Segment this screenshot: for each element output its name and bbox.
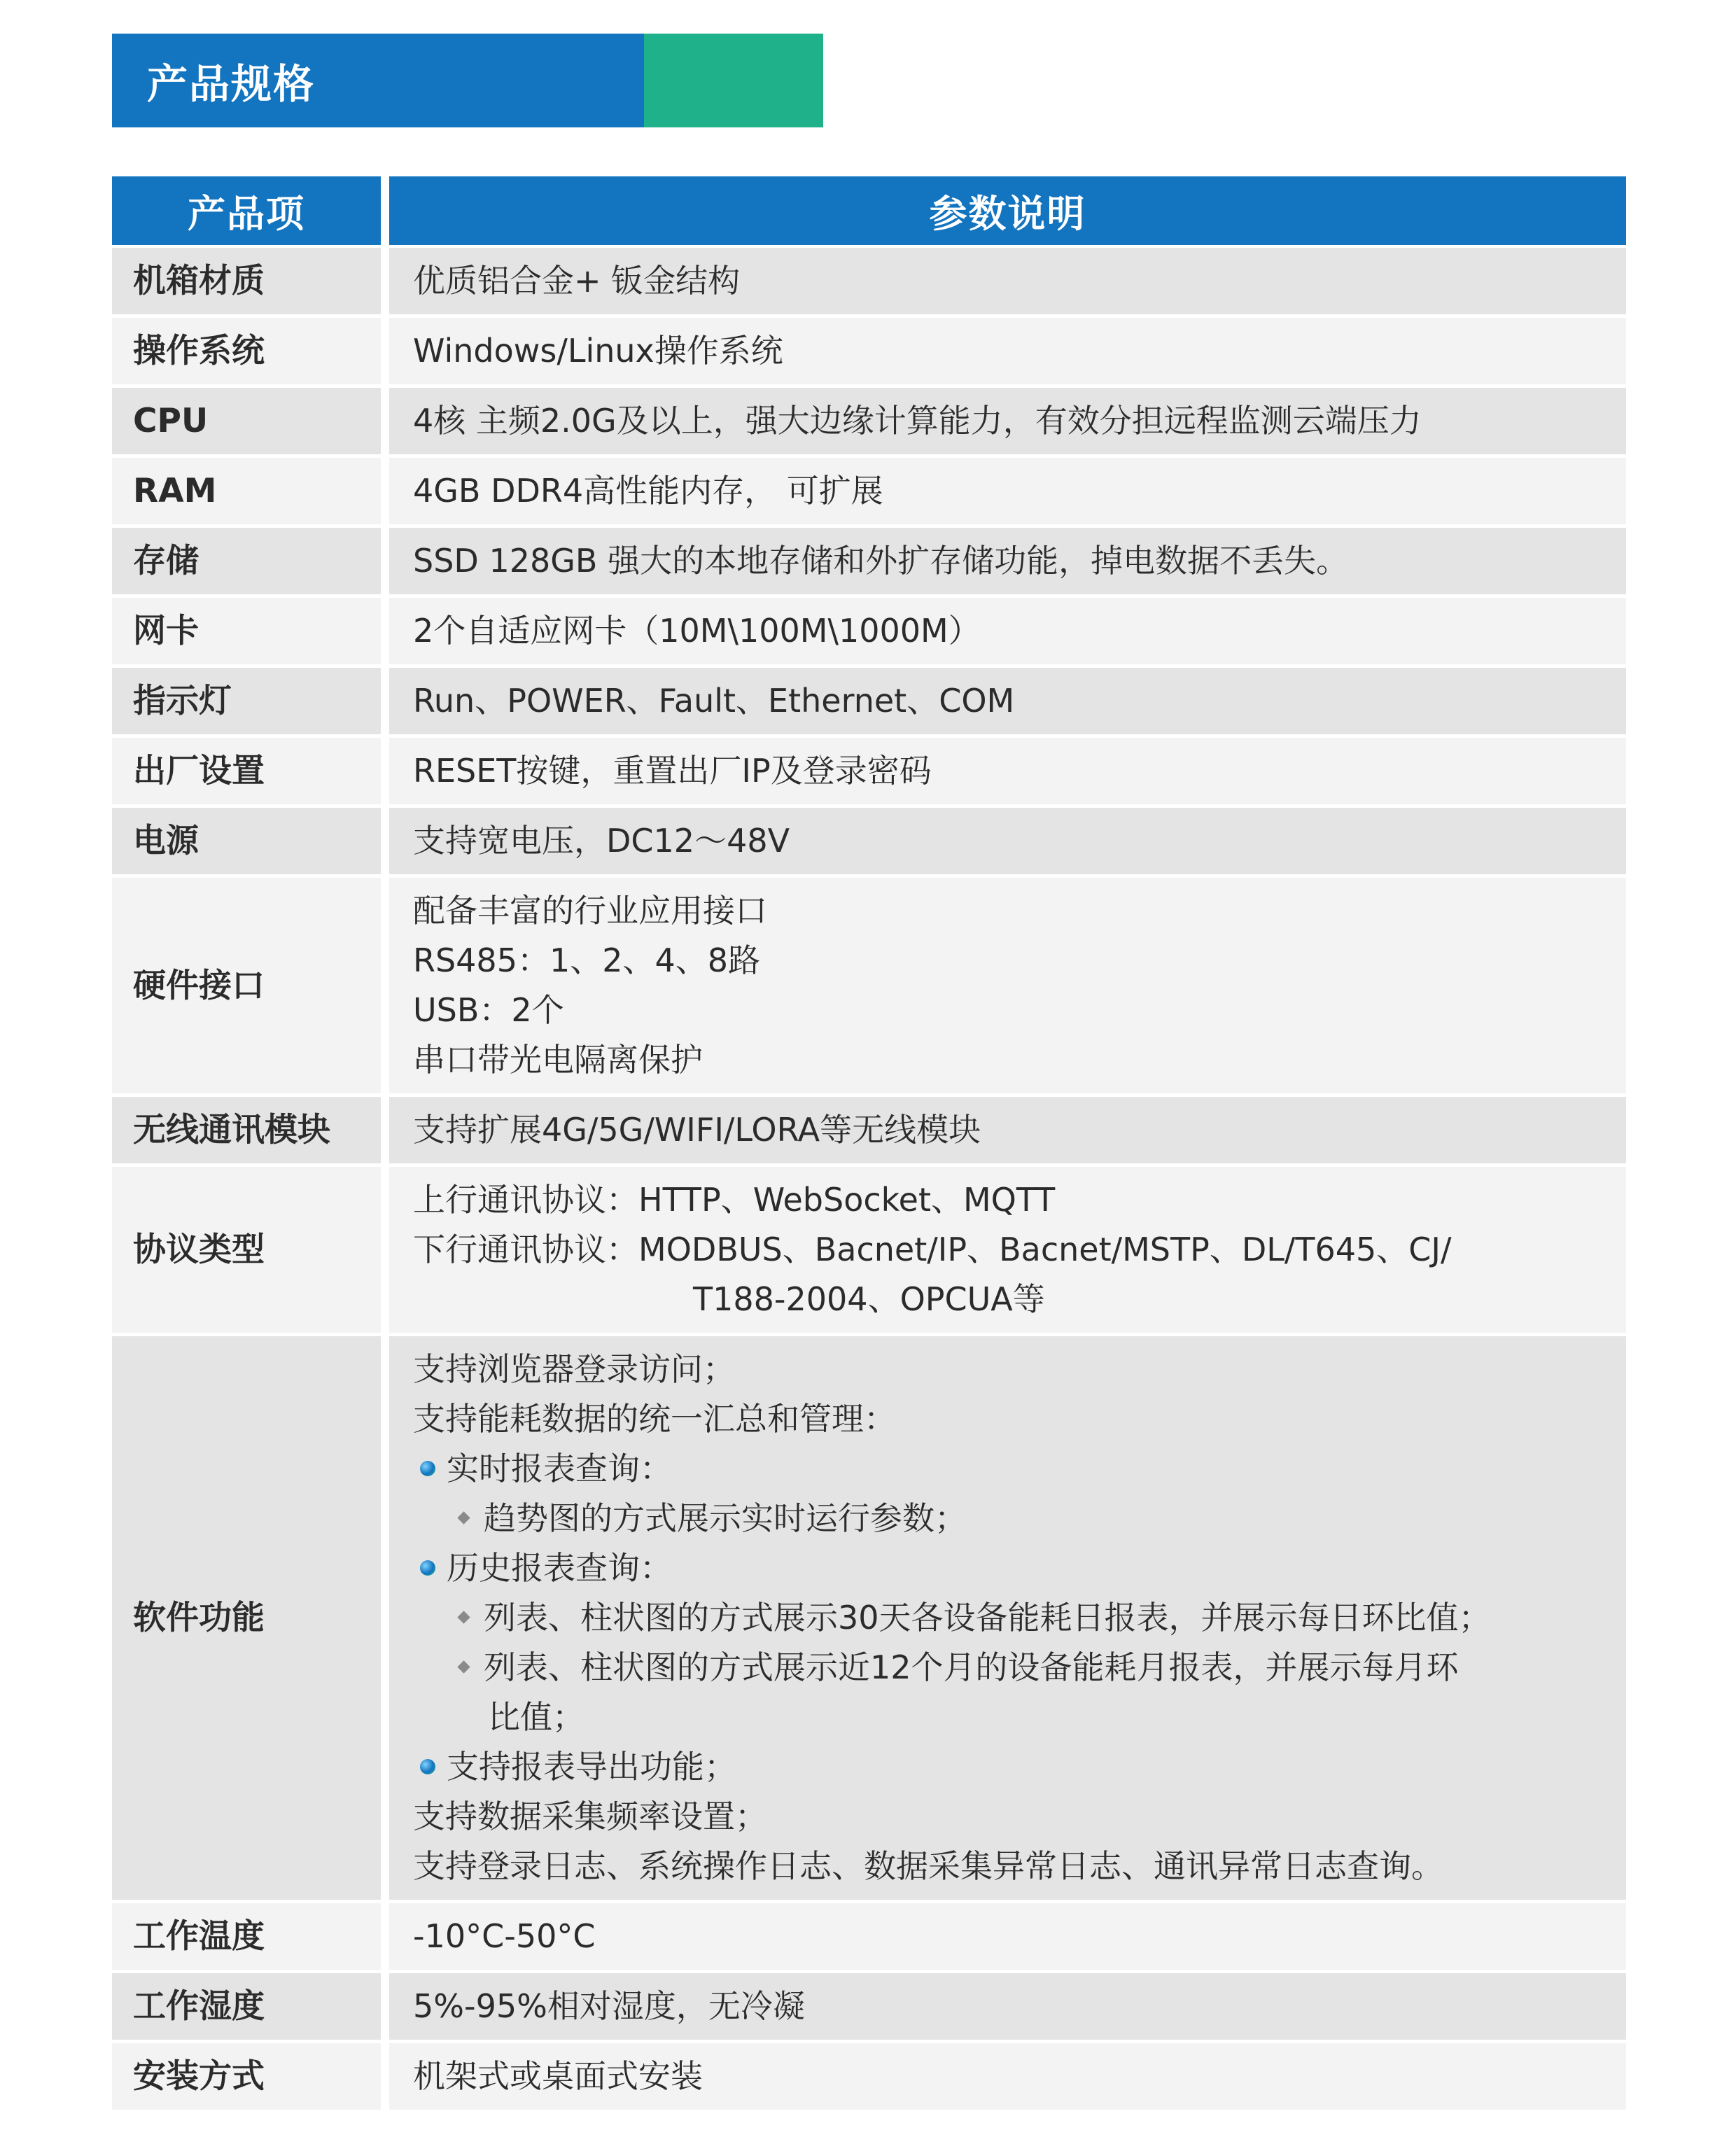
row-value: 优质铝合金+ 钣金结构 <box>389 248 1626 318</box>
header-description: 参数说明 <box>389 176 1626 248</box>
table-row <box>112 1097 1626 1167</box>
protocol-line: 下行通讯协议：MODBUS、Bacnet/IP、Bacnet/MSTP、DL/T645、CJ/ <box>413 1231 1452 1268</box>
protocol-line: 上行通讯协议：HTTP、WebSocket、MQTT <box>413 1181 1056 1219</box>
row-label: CPU <box>112 388 389 458</box>
software-bullet <box>413 1742 1625 1792</box>
software-subitem: 列表、柱状图的方式展示近12个月的设备能耗月报表，并展示每月环 <box>484 1648 1459 1686</box>
software-line: 支持登录日志、系统操作日志、数据采集异常日志、通讯异常日志查询。 <box>413 1847 1443 1885</box>
spec-table <box>112 176 1626 2113</box>
software-subbullet <box>413 1643 1625 1693</box>
table-row <box>112 1167 1626 1336</box>
row-value <box>389 1336 1626 1903</box>
bullet-dot-icon <box>420 1461 435 1476</box>
row-label: 操作系统 <box>112 318 389 388</box>
table-row <box>112 2043 1626 2113</box>
section-header <box>112 34 823 127</box>
row-value: 支持宽电压，DC12～48V <box>389 808 1626 878</box>
row-value: -10°C-50°C <box>389 1903 1626 1973</box>
table-row <box>112 738 1626 808</box>
row-label: 指示灯 <box>112 668 389 738</box>
software-item: 历史报表查询： <box>447 1549 672 1587</box>
software-bullet <box>413 1543 1625 1593</box>
table-row <box>112 668 1626 738</box>
table-row <box>112 318 1626 388</box>
row-label: 存储 <box>112 528 389 598</box>
row-value: 支持扩展4G/5G/WIFI/LORA等无线模块 <box>389 1097 1626 1167</box>
row-label: 协议类型 <box>112 1167 389 1336</box>
section-title: 产品规格 <box>147 60 316 108</box>
table-row <box>112 1336 1626 1903</box>
diamond-bullet-icon <box>457 1511 470 1524</box>
hw-line: RS485：1、2、4、8路 <box>413 941 761 979</box>
diamond-bullet-icon <box>457 1611 470 1623</box>
row-label: 工作温度 <box>112 1903 389 1973</box>
row-value <box>389 1167 1626 1336</box>
row-label: 网卡 <box>112 598 389 668</box>
row-label: 电源 <box>112 808 389 878</box>
software-line: 支持浏览器登录访问； <box>413 1350 735 1388</box>
section-header-bar <box>112 34 644 127</box>
row-value: SSD 128GB 强大的本地存储和外扩存储功能，掉电数据不丢失。 <box>389 528 1626 598</box>
row-label: 无线通讯模块 <box>112 1097 389 1167</box>
table-header-row <box>112 176 1626 248</box>
row-value: Run、POWER、Fault、Ethernet、COM <box>389 668 1626 738</box>
header-item: 产品项 <box>112 176 389 248</box>
table-row <box>112 528 1626 598</box>
table-row <box>112 248 1626 318</box>
hw-line: 串口带光电隔离保护 <box>413 1041 703 1079</box>
software-bullet <box>413 1444 1625 1494</box>
row-label: 硬件接口 <box>112 878 389 1097</box>
software-item: 支持报表导出功能； <box>447 1748 736 1786</box>
row-value: 4GB DDR4高性能内存， 可扩展 <box>389 458 1626 528</box>
table-row <box>112 1903 1626 1973</box>
hw-line: 配备丰富的行业应用接口 <box>413 892 767 930</box>
row-label: 出厂设置 <box>112 738 389 808</box>
software-line: 支持能耗数据的统一汇总和管理： <box>413 1400 896 1438</box>
diamond-bullet-icon <box>457 1660 470 1673</box>
row-label: 软件功能 <box>112 1336 389 1903</box>
bullet-dot-icon <box>420 1560 435 1576</box>
table-row <box>112 808 1626 878</box>
table-row <box>112 388 1626 458</box>
row-value: 4核 主频2.0G及以上，强大边缘计算能力，有效分担远程监测云端压力 <box>389 388 1626 458</box>
software-subbullet <box>413 1494 1625 1543</box>
row-label: RAM <box>112 458 389 528</box>
row-label: 机箱材质 <box>112 248 389 318</box>
table-row <box>112 458 1626 528</box>
software-subbullet <box>413 1593 1625 1643</box>
table-row <box>112 1973 1626 2043</box>
software-line: 支持数据采集频率设置； <box>413 1798 767 1835</box>
row-value: 5%-95%相对湿度，无冷凝 <box>389 1973 1626 2043</box>
software-subitem-continued: 比值； <box>488 1698 584 1736</box>
table-row <box>112 878 1626 1097</box>
row-label: 安装方式 <box>112 2043 389 2113</box>
row-value: 机架式或桌面式安装 <box>389 2043 1626 2113</box>
table-row <box>112 598 1626 668</box>
software-subitem: 列表、柱状图的方式展示30天各设备能耗日报表，并展示每日环比值； <box>484 1599 1491 1637</box>
section-header-accent <box>644 34 823 127</box>
software-item: 实时报表查询： <box>447 1450 672 1487</box>
row-value <box>389 878 1626 1097</box>
row-value: 2个自适应网卡（10M\100M\1000M） <box>389 598 1626 668</box>
row-label: 工作湿度 <box>112 1973 389 2043</box>
protocol-line: T188-2004、OPCUA等 <box>693 1280 1045 1318</box>
row-value: Windows/Linux操作系统 <box>389 318 1626 388</box>
hw-line: USB：2个 <box>413 991 564 1029</box>
software-subitem: 趋势图的方式展示实时运行参数； <box>484 1499 967 1537</box>
bullet-dot-icon <box>420 1759 435 1774</box>
row-value: RESET按键，重置出厂IP及登录密码 <box>389 738 1626 808</box>
